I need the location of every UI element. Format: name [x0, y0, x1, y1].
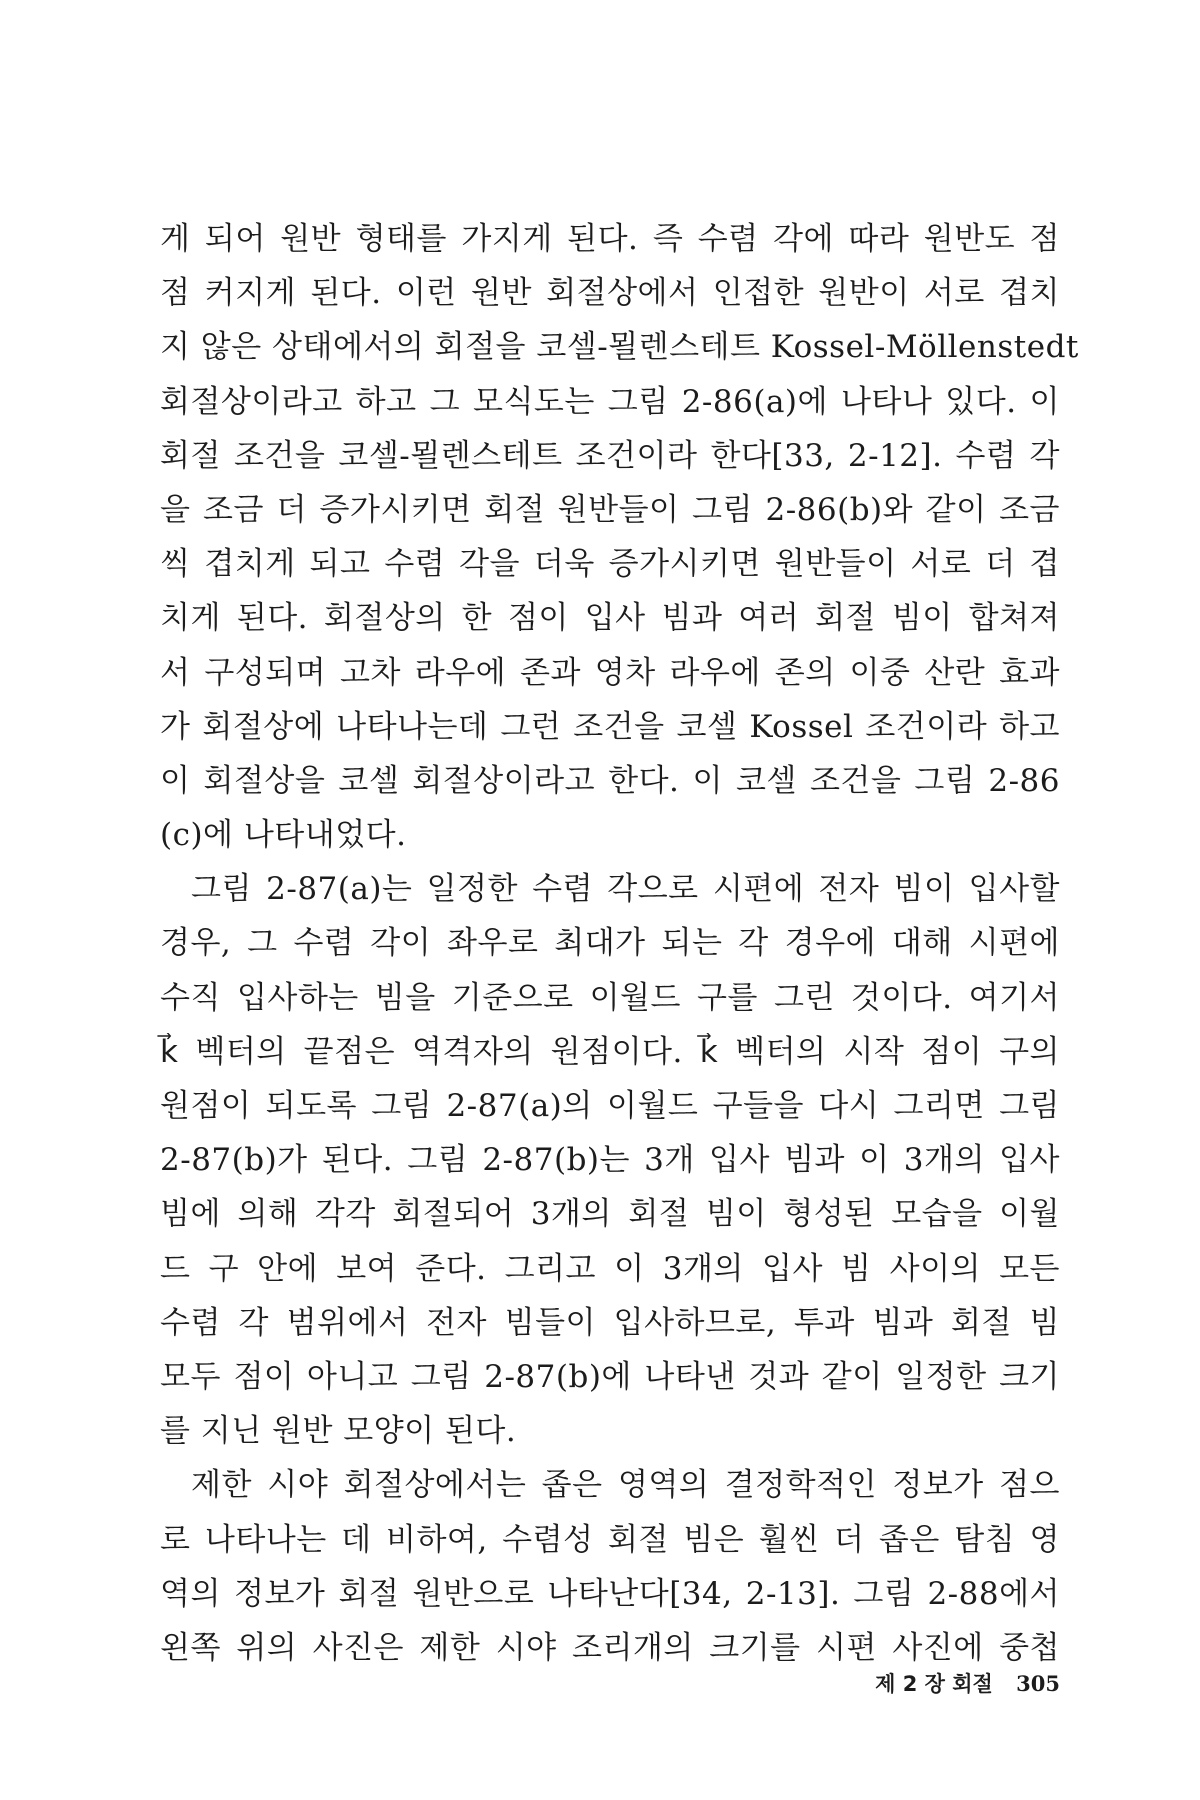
text-line: 빔에 의해 각각 회절되어 3개의 회절 빔이 형성된 모습을 이월 [160, 1196, 1060, 1233]
text-line: 회절상이라고 하고 그 모식도는 그림 2-86(a)에 나타나 있다. 이 [160, 383, 1060, 420]
text-line: 씩 겹치게 되고 수렴 각을 더욱 증가시키면 원반들이 서로 더 겹 [160, 546, 1060, 583]
text-line: 지 않은 상태에서의 회절을 코셀-묄렌스테트 Kossel-Möllenstedt [160, 329, 1079, 366]
text-line: 수렴 각 범위에서 전자 빔들이 입사하므로, 투과 빔과 회절 빔 [160, 1304, 1060, 1341]
text-line: 드 구 안에 보여 준다. 그리고 이 3개의 입사 빔 사이의 모든 [160, 1250, 1060, 1287]
body-text [160, 212, 1079, 1675]
text-line: 을 조금 더 증가시키면 회절 원반들이 그림 2-86(b)와 같이 조금 [160, 491, 1060, 528]
page-footer [875, 1668, 1060, 1698]
paragraph-end-line: 를 지닌 원반 모양이 된다. [160, 1413, 517, 1450]
text-line: 서 구성되며 고차 라우에 존과 영차 라우에 존의 이중 산란 효과 [160, 654, 1060, 691]
text-line: 모두 점이 아니고 그림 2-87(b)에 나타낸 것과 같이 일정한 크기 [160, 1358, 1060, 1395]
paragraph-start-line: 그림 2-87(a)는 일정한 수렴 각으로 시편에 전자 빔이 입사할 [191, 871, 1060, 908]
text-line: 가 회절상에 나타나는데 그런 조건을 코셀 Kossel 조건이라 하고 [160, 708, 1060, 745]
text-line: 회절 조건을 코셀-묄렌스테트 조건이라 한다[33, 2-12]. 수렴 각 [160, 437, 1060, 474]
page-number: 305 [1016, 1671, 1060, 1696]
paragraph-end-line: (c)에 나타내었다. [160, 817, 407, 854]
text-line: 수직 입사하는 빔을 기준으로 이월드 구를 그린 것이다. 여기서 [160, 979, 1060, 1016]
text-line: 게 되어 원반 형태를 가지게 된다. 즉 수렴 각에 따라 원반도 점 [160, 221, 1060, 257]
text-line: 2-87(b)가 된다. 그림 2-87(b)는 3개 입사 빔과 이 3개의 입사 [160, 1142, 1060, 1179]
chapter-heading: 제 2 장 회절 [875, 1672, 993, 1696]
text-line: 이 회절상을 코셀 회절상이라고 한다. 이 코셀 조건을 그림 2-86 [160, 762, 1060, 799]
text-line: 경우, 그 수렴 각이 좌우로 최대가 되는 각 경우에 대해 시편에 [160, 925, 1060, 962]
text-line: 역의 정보가 회절 원반으로 나타난다[34, 2-13]. 그림 2-88에서 [160, 1575, 1060, 1612]
text-line: 점 커지게 된다. 이런 원반 회절상에서 인접한 원반이 서로 겹치 [160, 275, 1060, 312]
text-line: 로 나타나는 데 비하여, 수렴성 회절 빔은 훨씬 더 좁은 탐침 영 [160, 1521, 1060, 1558]
paragraph-start-line: 제한 시야 회절상에서는 좁은 영역의 결정학적인 정보가 점으 [191, 1467, 1060, 1504]
text-line: 치게 된다. 회절상의 한 점이 입사 빔과 여러 회절 빔이 합쳐져 [160, 600, 1060, 637]
text-line: 왼쪽 위의 사진은 제한 시야 조리개의 크기를 시편 사진에 중첩 [160, 1629, 1060, 1666]
text-line: 원점이 되도록 그림 2-87(a)의 이월드 구들을 다시 그리면 그림 [160, 1088, 1060, 1124]
text-line: k⃗ 벡터의 끝점은 역격자의 원점이다. k⃗ 벡터의 시작 점이 구의 [160, 1033, 1060, 1070]
